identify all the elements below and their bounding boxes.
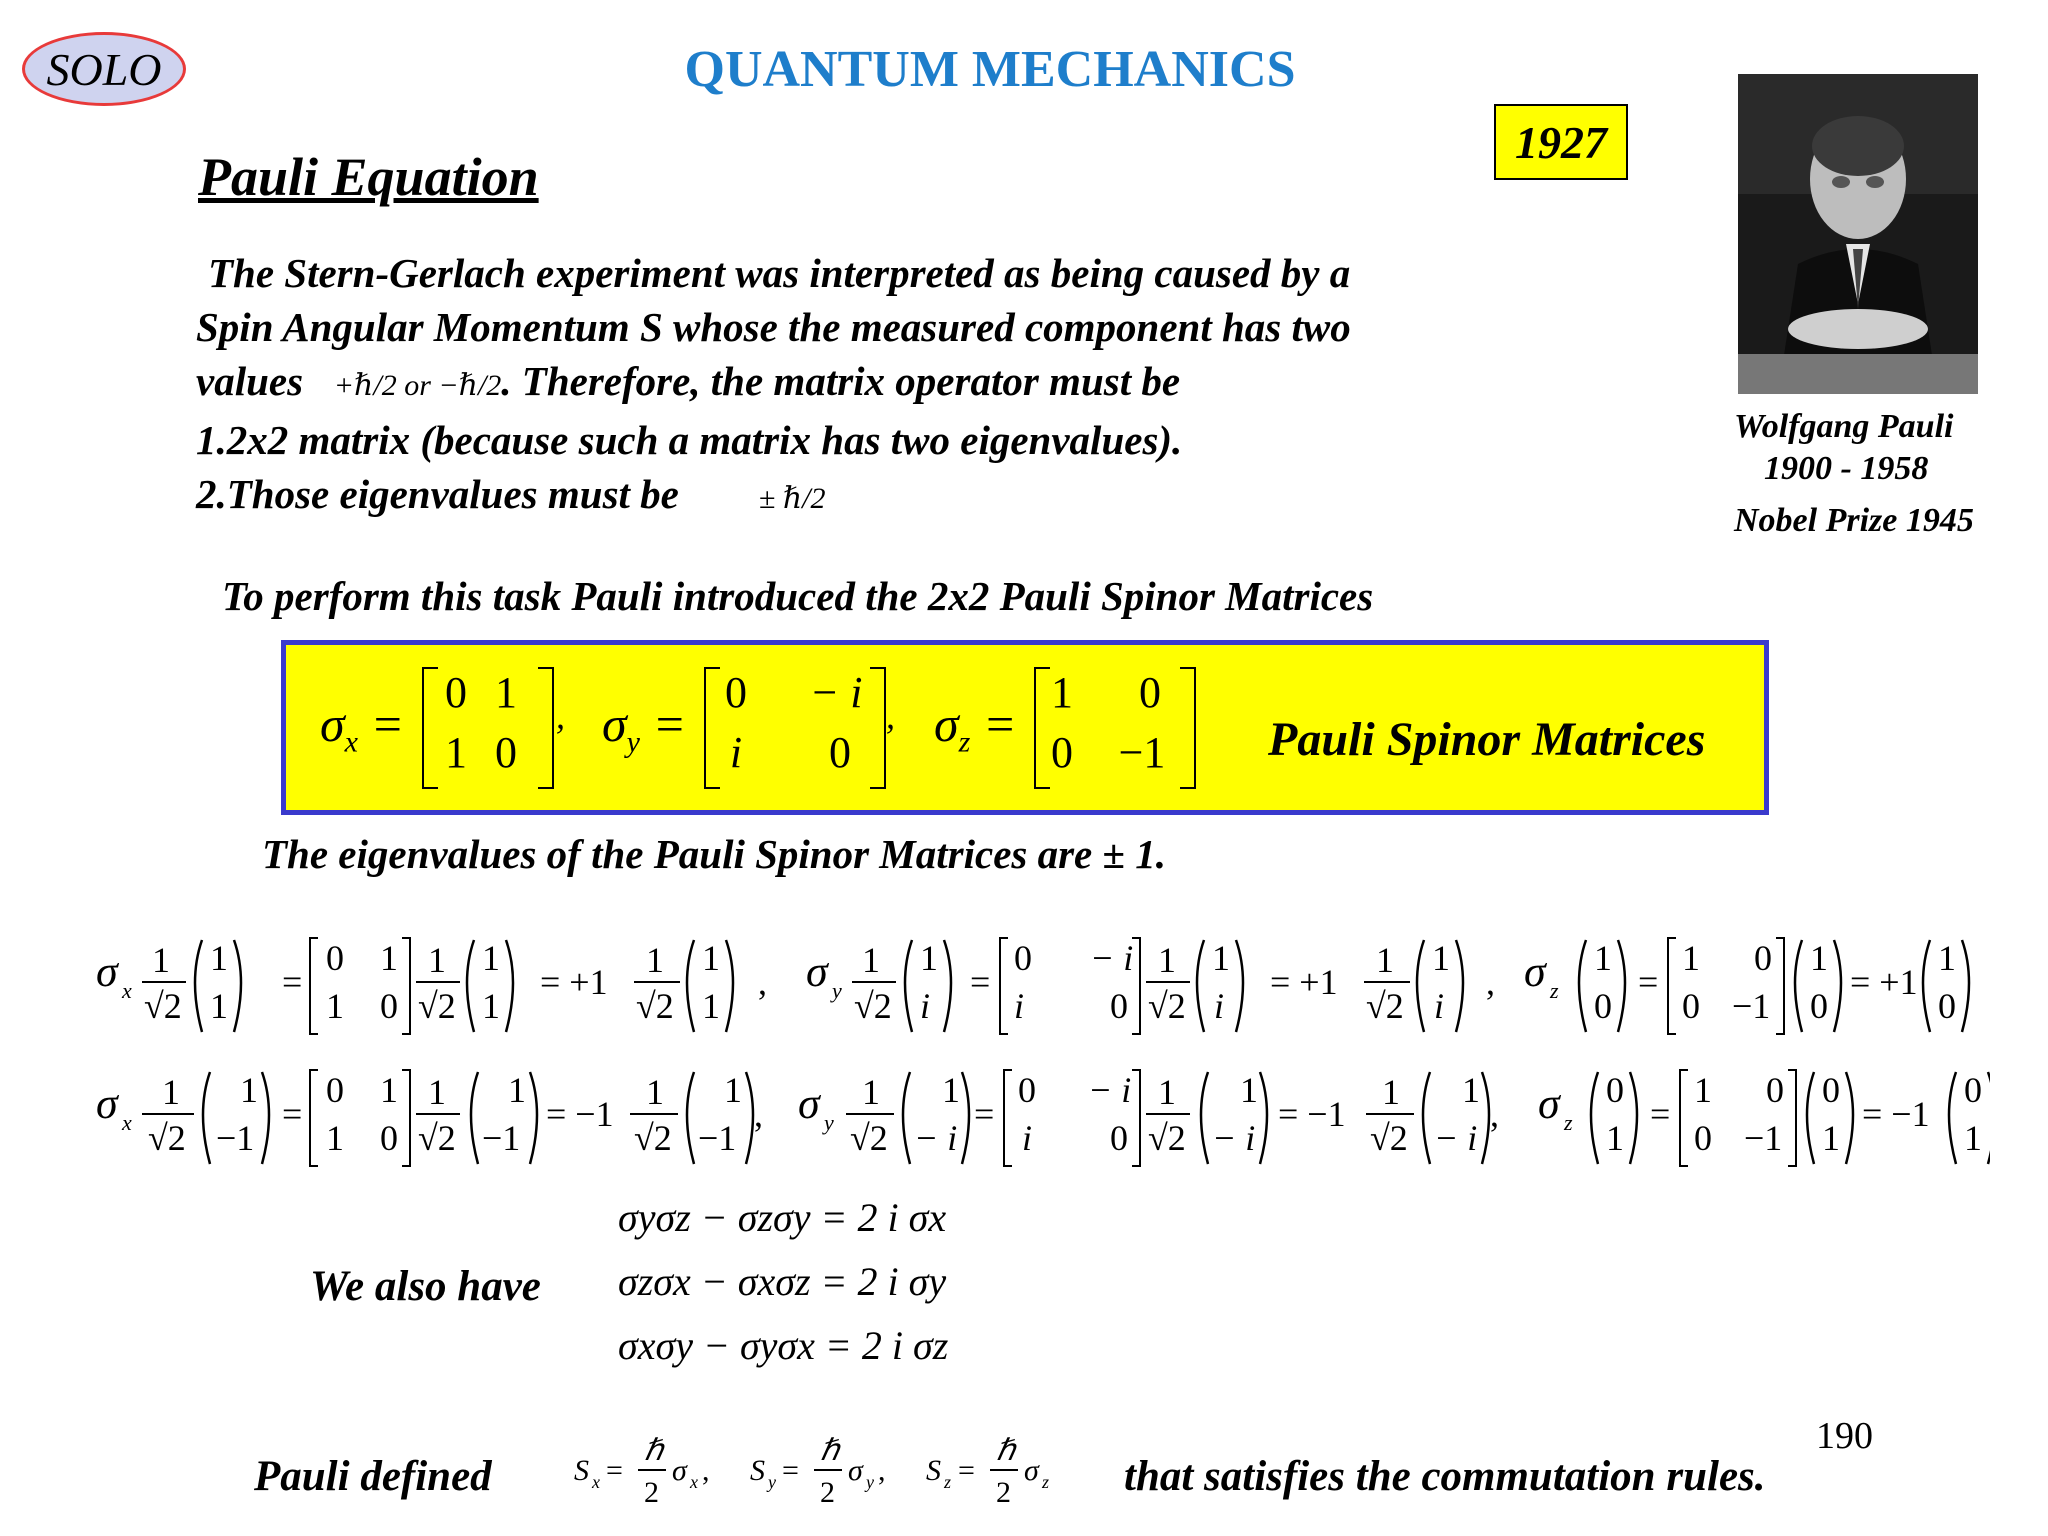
intro-line-1: The Stern-Gerlach experiment was interpreted as being caused by a	[208, 250, 1351, 296]
svg-text:=: =	[958, 1454, 975, 1487]
sz-cell: 1	[1051, 668, 1073, 717]
svg-text:−1: −1	[216, 1118, 255, 1158]
svg-text:S: S	[750, 1454, 765, 1487]
svg-text:√2: √2	[1148, 1118, 1186, 1158]
svg-text:1: 1	[240, 1070, 258, 1110]
also-have-text: We also have	[310, 1263, 541, 1310]
svg-text:σ: σ	[96, 947, 118, 996]
svg-text:σ: σ	[798, 1079, 820, 1128]
svg-text:1: 1	[508, 1070, 526, 1110]
intro-line-4: 1.2x2 matrix (because such a matrix has two eigenvalues).	[196, 417, 1183, 463]
sy-cell: − i	[809, 668, 863, 717]
svg-text:z: z	[1042, 1472, 1050, 1492]
sigma-z-symbol: $\sigma_z$ =	[934, 696, 1017, 759]
svg-text:y: y	[866, 1472, 874, 1492]
svg-text:= +1: = +1	[1270, 962, 1338, 1002]
svg-text:i: i	[920, 986, 931, 1026]
svg-text:=: =	[606, 1454, 623, 1487]
svg-text:,: ,	[702, 1454, 710, 1487]
svg-text:σ: σ	[1524, 947, 1546, 996]
svg-text:= +1: = +1	[540, 962, 608, 1002]
svg-text:0: 0	[1018, 1070, 1036, 1110]
svg-text:S: S	[574, 1454, 589, 1487]
svg-text:= +1: = +1	[1850, 962, 1918, 1002]
sz-cell: 0	[1051, 728, 1073, 777]
svg-text:y: y	[768, 1472, 776, 1492]
intro-eigen-math: ± ℏ/2	[758, 482, 826, 515]
sx-cell: 1	[445, 728, 467, 777]
svg-text:1: 1	[428, 1072, 446, 1112]
eq-sx-minus	[96, 1070, 763, 1166]
svg-text:1: 1	[1822, 1118, 1840, 1158]
year-badge: 1927	[1494, 104, 1628, 180]
svg-text:i: i	[1014, 986, 1025, 1026]
svg-text:1: 1	[942, 1070, 960, 1110]
intro-therefore: . Therefore, the matrix operator must be	[501, 358, 1181, 404]
intro-line-3	[196, 354, 1516, 413]
svg-text:0: 0	[380, 986, 398, 1026]
section-title: Pauli Equation	[198, 147, 539, 207]
commutator-2: σzσx − σxσz = 2 i σy	[618, 1259, 947, 1304]
eq-sz-minus	[1538, 1070, 1990, 1166]
svg-text:=: =	[282, 962, 303, 1002]
svg-text:− i: − i	[1212, 1118, 1256, 1158]
svg-text:1: 1	[1158, 940, 1176, 980]
svg-text:0: 0	[326, 938, 344, 978]
svg-text:=: =	[782, 1454, 799, 1487]
svg-text:z: z	[1564, 1110, 1573, 1135]
svg-text:0: 0	[1594, 986, 1612, 1026]
svg-text:√2: √2	[636, 986, 674, 1026]
svg-text:√2: √2	[1366, 986, 1404, 1026]
spin-operator-definitions	[570, 1426, 1070, 1516]
svg-text:x: x	[690, 1472, 698, 1492]
eq-sy-minus	[798, 1070, 1499, 1166]
eq-sx-plus	[96, 938, 767, 1034]
svg-text:0: 0	[1822, 1070, 1840, 1110]
sy-cell: 0	[725, 668, 747, 717]
svg-text:√2: √2	[854, 986, 892, 1026]
svg-text:√2: √2	[634, 1118, 672, 1158]
svg-text:σ: σ	[672, 1454, 687, 1487]
svg-text:,: ,	[1490, 1094, 1499, 1134]
intro-line-5	[196, 467, 1516, 526]
svg-text:1: 1	[1432, 938, 1450, 978]
sy-cell: i	[729, 728, 743, 777]
svg-text:−1: −1	[1744, 1118, 1783, 1158]
sz-cell: −1	[1118, 728, 1166, 777]
commutator-3: σxσy − σyσx = 2 i σz	[618, 1323, 949, 1368]
svg-text:1: 1	[702, 986, 720, 1026]
svg-text:i: i	[1214, 986, 1225, 1026]
svg-text:σ: σ	[848, 1454, 863, 1487]
svg-text:ℏ: ℏ	[820, 1434, 840, 1467]
intro-values-word: values	[196, 358, 304, 404]
svg-text:σ: σ	[1538, 1079, 1560, 1128]
comma: ,	[556, 696, 565, 736]
svg-text:− i: − i	[914, 1118, 958, 1158]
svg-text:1: 1	[326, 1118, 344, 1158]
svg-text:σ: σ	[806, 947, 828, 996]
svg-text:=: =	[1638, 962, 1659, 1002]
svg-text:0: 0	[1682, 986, 1700, 1026]
svg-text:√2: √2	[144, 986, 182, 1026]
svg-text:=: =	[282, 1094, 303, 1134]
sx-cell: 0	[445, 668, 467, 717]
svg-text:0: 0	[1110, 986, 1128, 1026]
eq-sz-plus	[1524, 938, 1969, 1034]
svg-text:ℏ: ℏ	[996, 1434, 1016, 1467]
svg-text:1: 1	[724, 1070, 742, 1110]
svg-text:= −1: = −1	[546, 1094, 614, 1134]
svg-text:1: 1	[380, 938, 398, 978]
sx-cell: 0	[495, 728, 517, 777]
svg-text:=: =	[970, 962, 991, 1002]
svg-text:1: 1	[646, 1072, 664, 1112]
svg-text:√2: √2	[1370, 1118, 1408, 1158]
svg-text:y: y	[824, 1110, 834, 1135]
svg-text:√2: √2	[418, 986, 456, 1026]
svg-text:−1: −1	[698, 1118, 737, 1158]
svg-text:x: x	[122, 978, 132, 1003]
sy-def	[750, 1434, 886, 1509]
svg-text:0: 0	[1694, 1118, 1712, 1158]
svg-text:1: 1	[428, 940, 446, 980]
svg-text:1: 1	[1382, 1072, 1400, 1112]
portrait-years: 1900 - 1958	[1764, 450, 1929, 487]
satisfies-text: that satisfies the commutation rules.	[1124, 1453, 1766, 1500]
portrait-photo	[1738, 74, 1978, 394]
svg-text:1: 1	[482, 938, 500, 978]
svg-text:1: 1	[1964, 1118, 1982, 1158]
page-number: 190	[1816, 1415, 1873, 1457]
svg-text:0: 0	[326, 1070, 344, 1110]
svg-text:1: 1	[1594, 938, 1612, 978]
task-text: To perform this task Pauli introduced the 2x2 Pauli Spinor Matrices	[222, 573, 1374, 619]
svg-text:1: 1	[1212, 938, 1230, 978]
svg-text:,: ,	[754, 1094, 763, 1134]
svg-text:1: 1	[862, 1072, 880, 1112]
pauli-defined-text: Pauli defined	[254, 1453, 492, 1500]
svg-text:=: =	[1650, 1094, 1671, 1134]
sx-def	[574, 1434, 710, 1509]
svg-text:1: 1	[210, 938, 228, 978]
svg-text:y: y	[832, 978, 842, 1003]
svg-text:1: 1	[920, 938, 938, 978]
svg-text:1: 1	[162, 1072, 180, 1112]
svg-text:2: 2	[820, 1476, 835, 1509]
svg-text:0: 0	[1014, 938, 1032, 978]
svg-text:i: i	[1022, 1118, 1033, 1158]
svg-text:0: 0	[1754, 938, 1772, 978]
svg-text:,: ,	[758, 962, 767, 1002]
svg-text:1: 1	[1694, 1070, 1712, 1110]
sigma-y-symbol: $\sigma_y$ =	[602, 696, 687, 759]
svg-text:S: S	[926, 1454, 941, 1487]
svg-text:1: 1	[482, 986, 500, 1026]
svg-text:0: 0	[1810, 986, 1828, 1026]
svg-text:√2: √2	[1148, 986, 1186, 1026]
svg-text:x: x	[592, 1472, 600, 1492]
svg-text:z: z	[944, 1472, 952, 1492]
sigma-x-symbol: $\sigma_x$ =	[320, 696, 405, 759]
eigenvector-equations	[90, 920, 1990, 1180]
svg-text:1: 1	[1158, 1072, 1176, 1112]
svg-text:=: =	[974, 1094, 995, 1134]
commutator-1: σyσz − σzσy = 2 i σx	[618, 1195, 947, 1240]
svg-text:1: 1	[646, 940, 664, 980]
svg-text:z: z	[1550, 978, 1559, 1003]
svg-text:− i: − i	[1090, 938, 1134, 978]
svg-text:−1: −1	[1732, 986, 1771, 1026]
comma: ,	[886, 696, 895, 736]
svg-text:,: ,	[1486, 962, 1495, 1002]
sz-def	[926, 1434, 1049, 1509]
svg-text:0: 0	[1606, 1070, 1624, 1110]
svg-text:1: 1	[702, 938, 720, 978]
svg-text:2: 2	[996, 1476, 1011, 1509]
svg-text:−1: −1	[482, 1118, 521, 1158]
svg-text:√2: √2	[148, 1118, 186, 1158]
svg-text:ℏ: ℏ	[644, 1434, 664, 1467]
sy-cell: 0	[829, 728, 851, 777]
svg-text:0: 0	[1766, 1070, 1784, 1110]
svg-text:1: 1	[380, 1070, 398, 1110]
svg-text:,: ,	[878, 1454, 886, 1487]
svg-text:= −1: = −1	[1862, 1094, 1930, 1134]
svg-text:0: 0	[1110, 1118, 1128, 1158]
svg-text:σ: σ	[96, 1079, 118, 1128]
sx-right-bracket	[538, 667, 554, 789]
svg-text:σ: σ	[1024, 1454, 1039, 1487]
svg-text:− i: − i	[1088, 1070, 1132, 1110]
svg-text:√2: √2	[850, 1118, 888, 1158]
eq-sy-plus	[806, 938, 1495, 1034]
svg-text:1: 1	[1462, 1070, 1480, 1110]
svg-text:1: 1	[1810, 938, 1828, 978]
svg-text:0: 0	[1964, 1070, 1982, 1110]
sy-right-bracket	[870, 667, 886, 789]
svg-text:0: 0	[380, 1118, 398, 1158]
intro-paragraph	[196, 246, 1516, 526]
pauli-matrices-label: Pauli Spinor Matrices	[1268, 713, 1706, 766]
portrait-name: Wolfgang Pauli	[1734, 408, 1954, 445]
svg-text:1: 1	[1606, 1118, 1624, 1158]
intro-line-2: Spin Angular Momentum S whose the measured component has two	[196, 304, 1351, 350]
sz-cell: 0	[1139, 668, 1161, 717]
svg-text:x: x	[122, 1110, 132, 1135]
intro-eigen-word: 2.Those eigenvalues must be	[196, 471, 679, 517]
svg-text:√2: √2	[418, 1118, 456, 1158]
svg-text:1: 1	[210, 986, 228, 1026]
svg-text:1: 1	[1682, 938, 1700, 978]
svg-text:2: 2	[644, 1476, 659, 1509]
eigenvalues-text: The eigenvalues of the Pauli Spinor Matrices are ± 1.	[262, 831, 1167, 877]
svg-text:= −1: = −1	[1278, 1094, 1346, 1134]
svg-text:1: 1	[1240, 1070, 1258, 1110]
svg-text:1: 1	[862, 940, 880, 980]
logo-text: SOLO	[46, 43, 162, 95]
svg-text:i: i	[1434, 986, 1445, 1026]
svg-text:0: 0	[1938, 986, 1956, 1026]
svg-text:1: 1	[1376, 940, 1394, 980]
svg-text:1: 1	[152, 940, 170, 980]
portrait-prize: Nobel Prize 1945	[1734, 502, 1974, 539]
svg-text:1: 1	[326, 986, 344, 1026]
svg-text:− i: − i	[1434, 1118, 1478, 1158]
svg-text:1: 1	[1938, 938, 1956, 978]
sx-cell: 1	[495, 668, 517, 717]
sz-right-bracket	[1180, 667, 1196, 789]
page-title: QUANTUM MECHANICS	[684, 41, 1296, 98]
intro-values-math: +ℏ/2 or −ℏ/2	[333, 369, 502, 402]
